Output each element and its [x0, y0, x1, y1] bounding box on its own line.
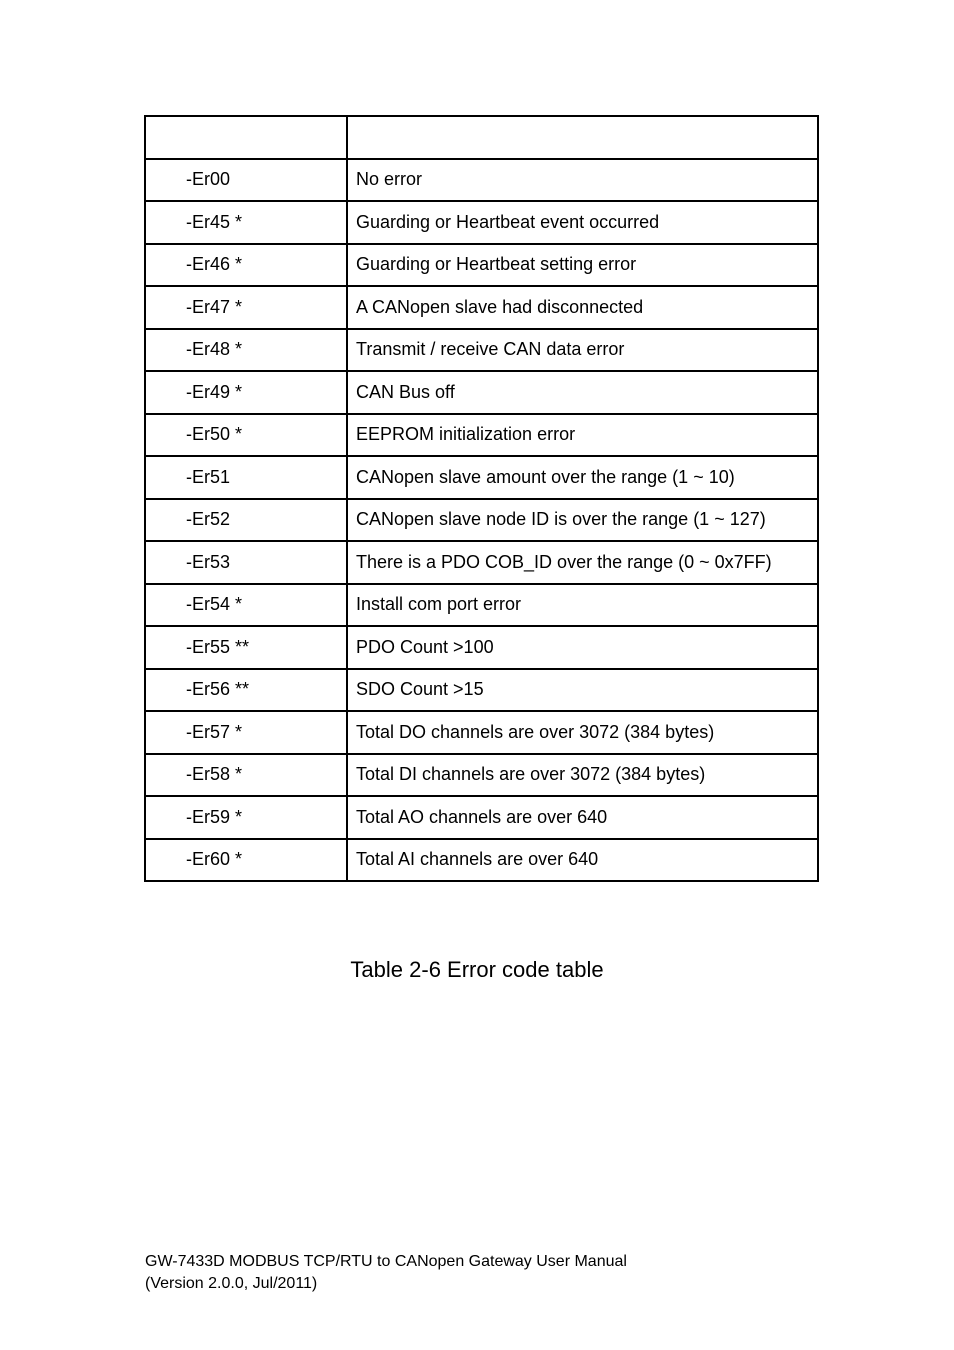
table-row — [145, 669, 818, 712]
error-code-cell: -Er58 * — [145, 754, 347, 797]
header-code-cell — [145, 116, 347, 159]
table-row — [145, 414, 818, 457]
table-row — [145, 159, 818, 202]
table-row — [145, 286, 818, 329]
footer-manual-title: GW-7433D MODBUS TCP/RTU to CANopen Gateway User Manual — [145, 1253, 627, 1270]
error-description-cell: Guarding or Heartbeat setting error — [347, 244, 818, 287]
table-row — [145, 244, 818, 287]
table-row — [145, 499, 818, 542]
error-description-cell: Install com port error — [347, 584, 818, 627]
table-row — [145, 754, 818, 797]
page-footer — [145, 1251, 627, 1295]
error-code-cell: -Er47 * — [145, 286, 347, 329]
header-description-cell — [347, 116, 818, 159]
error-code-cell: -Er50 * — [145, 414, 347, 457]
error-code-table-body — [145, 116, 818, 881]
error-description-cell: Transmit / receive CAN data error — [347, 329, 818, 372]
error-description-cell: EEPROM initialization error — [347, 414, 818, 457]
error-code-cell: -Er52 — [145, 499, 347, 542]
error-description-cell: CAN Bus off — [347, 371, 818, 414]
error-code-cell: -Er48 * — [145, 329, 347, 372]
error-description-cell: Total DI channels are over 3072 (384 bytes) — [347, 754, 818, 797]
error-description-cell: CANopen slave amount over the range (1 ~ 10) — [347, 456, 818, 499]
table-row — [145, 711, 818, 754]
error-code-cell: -Er45 * — [145, 201, 347, 244]
error-description-cell: No error — [347, 159, 818, 202]
table-caption: Table 2-6 Error code table — [350, 957, 604, 982]
error-code-table — [144, 115, 819, 882]
error-code-cell: -Er46 * — [145, 244, 347, 287]
error-code-cell: -Er51 — [145, 456, 347, 499]
table-row — [145, 201, 818, 244]
error-code-cell: -Er59 * — [145, 796, 347, 839]
table-row — [145, 839, 818, 882]
table-row — [145, 541, 818, 584]
footer-version: (Version 2.0.0, Jul/2011) — [145, 1275, 318, 1292]
error-description-cell: SDO Count >15 — [347, 669, 818, 712]
error-description-cell: There is a PDO COB_ID over the range (0 ~ 0x7FF) — [347, 541, 818, 584]
error-code-cell: -Er53 — [145, 541, 347, 584]
error-description-cell: Total AI channels are over 640 — [347, 839, 818, 882]
table-row — [145, 796, 818, 839]
error-description-cell: Guarding or Heartbeat event occurred — [347, 201, 818, 244]
error-code-cell: -Er60 * — [145, 839, 347, 882]
table-row — [145, 371, 818, 414]
table-row — [145, 329, 818, 372]
error-description-cell: PDO Count >100 — [347, 626, 818, 669]
table-row — [145, 456, 818, 499]
table-row — [145, 584, 818, 627]
error-description-cell: CANopen slave node ID is over the range (1 ~ 127) — [347, 499, 818, 542]
error-description-cell: A CANopen slave had disconnected — [347, 286, 818, 329]
table-row — [145, 626, 818, 669]
table-header-row — [145, 116, 818, 159]
error-code-cell: -Er57 * — [145, 711, 347, 754]
error-description-cell: Total DO channels are over 3072 (384 bytes) — [347, 711, 818, 754]
error-description-cell: Total AO channels are over 640 — [347, 796, 818, 839]
error-code-cell: -Er00 — [145, 159, 347, 202]
error-code-cell: -Er56 ** — [145, 669, 347, 712]
error-code-cell: -Er49 * — [145, 371, 347, 414]
error-code-cell: -Er54 * — [145, 584, 347, 627]
error-code-cell: -Er55 ** — [145, 626, 347, 669]
